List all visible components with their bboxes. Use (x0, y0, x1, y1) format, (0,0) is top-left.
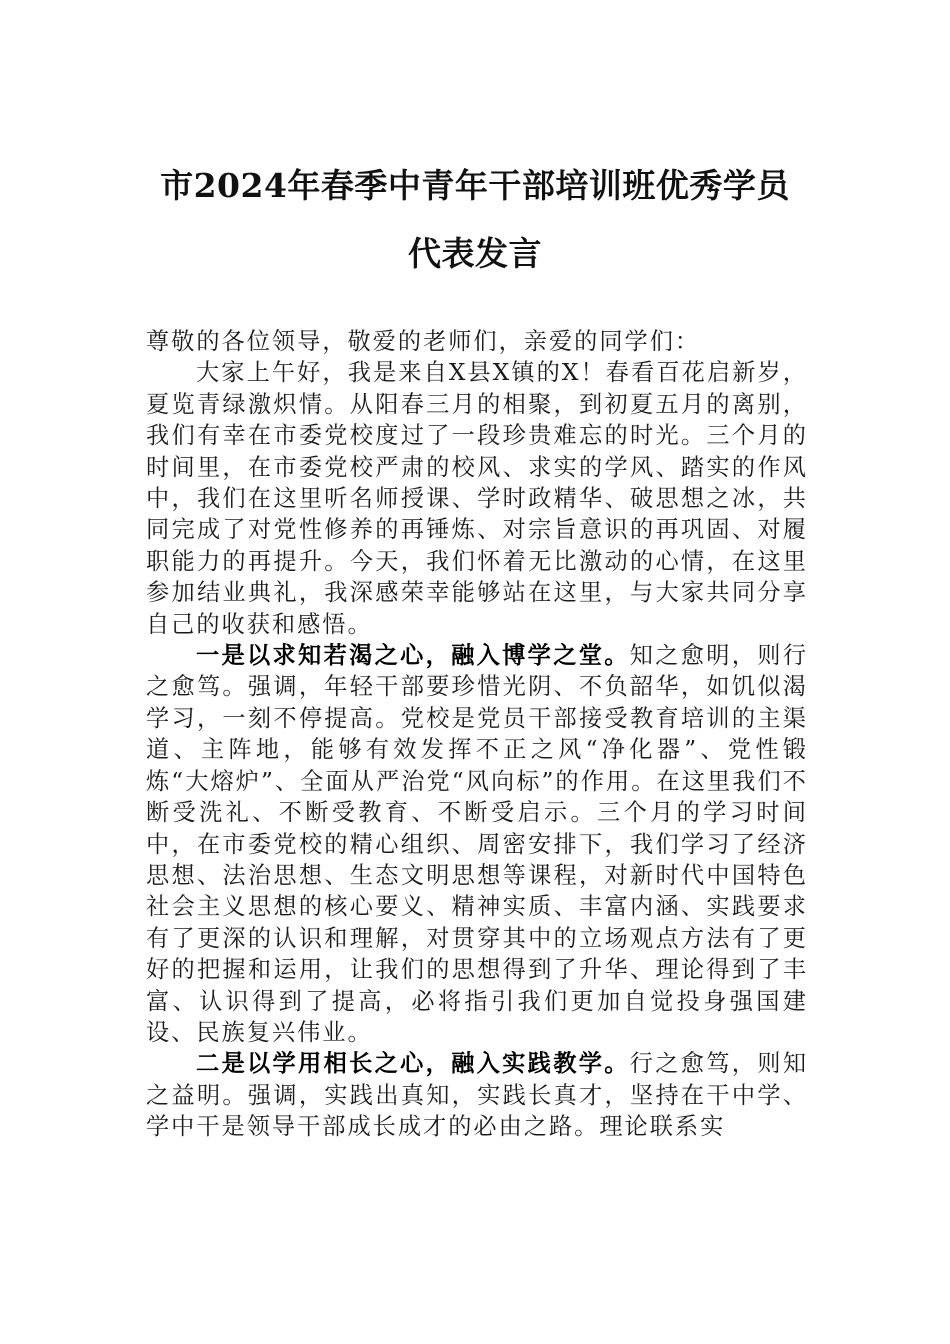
document-title-line-2: 代表发言 (408, 234, 542, 273)
paragraph-point-two (146, 1048, 808, 1142)
paragraph-point-one (146, 640, 808, 1048)
paragraph-text: 行之愈笃，则知之益明。强调，实践出真知，实践长真才，坚持在干中学、学中干是领导干部成长成才的必由之路。理论联系实 (146, 1050, 809, 1141)
paragraph-lead: 一是以求知若渴之心，融入博学之堂。 (196, 642, 630, 670)
greeting: 尊敬的各位领导，敬爱的老师们，亲爱的同学们： (146, 328, 701, 355)
document-title-line-1: 市2024年春季中青年干部培训班优秀学员 (160, 166, 790, 205)
paragraph-lead: 二是以学用相长之心，融入实践教学。 (196, 1050, 630, 1078)
document-body (146, 326, 808, 1143)
paragraph-intro (146, 357, 808, 640)
paragraph-text: 大家上午好，我是来自X县X镇的X！春看百花启新岁，夏览青绿激炽情。从阳春三月的相聚，到初夏五月的离别，我们有幸在市委党校度过了一段珍贵难忘的时光。三个月的时间里，在市委党校严肃的校风、求实的学风、踏实的作风中，我们在这里听名师授课、学时政精华、破思想之冰，共同完成了对党性修养的再锤炼、对宗旨意识的再巩固、对履职能力的再提升。今天，我们怀着无比激动的心情，在这里参加结业典礼，我深感荣幸能够站在这里，与大家共同分享自己的收获和感悟。 (146, 359, 808, 638)
paragraph-text: 知之愈明，则行之愈笃。强调，年轻干部要珍惜光阴、不负韶华，如饥似渴学习，一刻不停提高。党校是党员干部接受教育培训的主渠道、主阵地，能够有效发挥不正之风“净化器”、党性锻炼“大熔炉”、全面从严治党“风向标”的作用。在这里我们不断受洗礼、不断受教育、不断受启示。三个月的学习时间中，在市委党校的精心组织、周密安排下，我们学习了经济思想、法治思想、生态文明思想等课程，对新时代中国特色社会主义思想的核心要义、精神实质、丰富内涵、实践要求有了更深的认识和理解，对贯穿其中的立场观点方法有了更好的把握和运用，让我们的思想得到了升华、理论得到了丰富、认识得到了提高，必将指引我们更加自觉投身强国建设、民族复兴伟业。 (146, 642, 809, 1046)
